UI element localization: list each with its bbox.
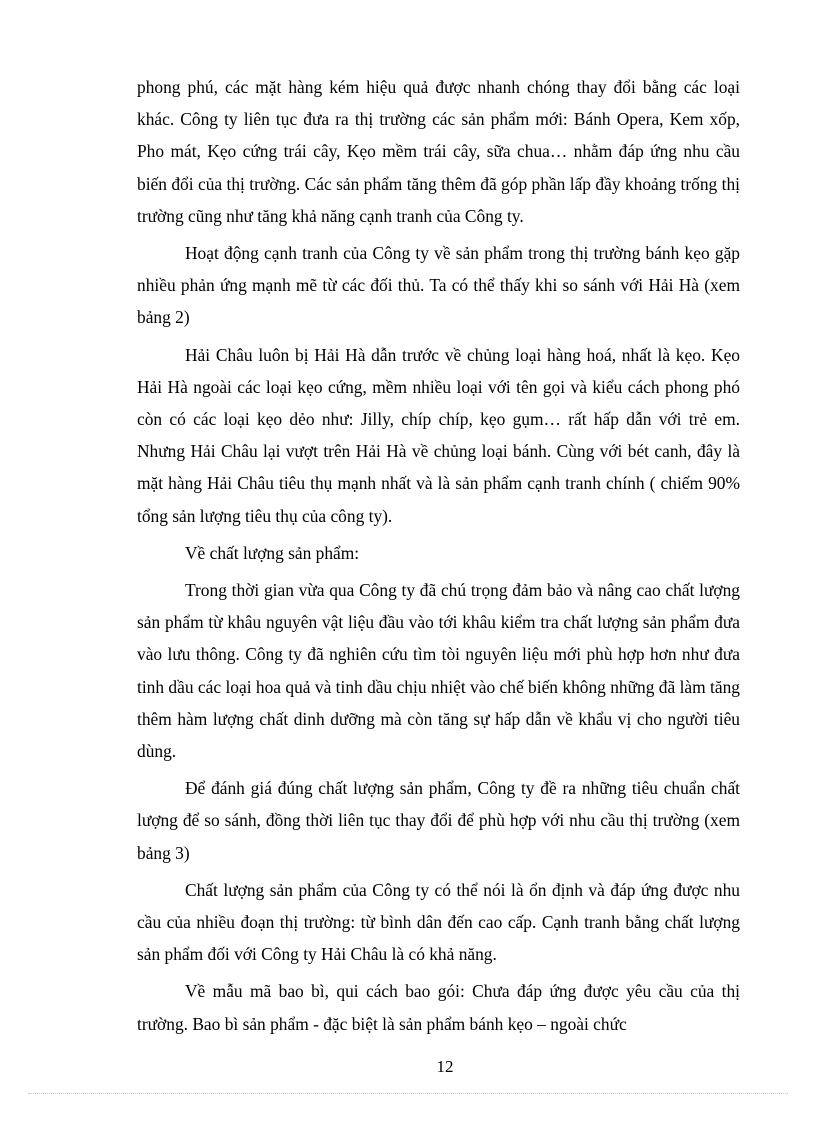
page-bottom-divider: [28, 1093, 788, 1094]
paragraph-product-variety: phong phú, các mặt hàng kém hiệu quả được nhanh chóng thay đổi bằng các loại khác. Công ty liên tục đưa ra thị trường các sản phẩm mới: Bánh Opera, Kem xốp, Pho mát, Kẹo cứng trái cây, Kẹo mềm trái cây, sữa chua… nhằm đáp ứng nhu cầu biến đổi của thị trường. Các sản phẩm tăng thêm đã góp phần lấp đầy khoảng trống thị trường cũng như tăng khả năng cạnh tranh của Công ty.: [137, 77, 740, 226]
paragraph-quality-improvement: Trong thời gian vừa qua Công ty đã chú trọng đảm bảo và nâng cao chất lượng sản phẩm từ khâu nguyên vật liệu đầu vào tới khâu kiểm tra chất lượng sản phẩm đưa vào lưu thông. Công ty đã nghiên cứu tìm tòi nguyên liệu mới phù hợp hơn như đưa tinh dầu các loại hoa quả và tinh dầu chịu nhiệt vào chế biến không những đã làm tăng thêm hàm lượng chất dinh dưỡng mà còn tăng sự hấp dẫn về khẩu vị cho người tiêu dùng.: [137, 580, 740, 762]
paragraph-quality-standards: Để đánh giá đúng chất lượng sản phẩm, Công ty đề ra những tiêu chuẩn chất lượng để so sánh, đồng thời liên tục thay đổi để phù hợp với nhu cầu thị trường (xem bảng 3): [137, 778, 740, 863]
document-body: [137, 71, 740, 1045]
paragraph-hai-chau-vs-hai-ha: Hải Châu luôn bị Hải Hà dẫn trước về chủng loại hàng hoá, nhất là kẹo. Kẹo Hải Hà ngoài các loại kẹo cứng, mềm nhiều loại với tên gọi và kiểu cách phong phó còn có các loại kẹo dẻo như: Jilly, chíp chíp, kẹo gụm… rất hấp dẫn với trẻ em. Nhưng Hải Châu lại vượt trên Hải Hà về chủng loại bánh. Cùng với bét canh, đây là mặt hàng Hải Châu tiêu thụ mạnh nhất và là sản phẩm cạnh tranh chính ( chiếm 90% tổng sản lượng tiêu thụ của công ty).: [137, 344, 740, 526]
paragraph-competition-activity: Hoạt động cạnh tranh của Công ty về sản phẩm trong thị trường bánh kẹo gặp nhiều phản ứng mạnh mẽ từ các đối thủ. Ta có thể thấy khi so sánh với Hải Hà (xem bảng 2): [137, 243, 740, 328]
paragraph-quality-heading: Về chất lượng sản phẩm:: [185, 542, 360, 563]
paragraph-packaging: Về mẫu mã bao bì, qui cách bao gói: Chưa đáp ứng được yêu cầu của thị trường. Bao bì sản phẩm - đặc biệt là sản phẩm bánh kẹo – ngoài chức: [137, 981, 740, 1034]
paragraph-quality-stability: Chất lượng sản phẩm của Công ty có thể nói là ổn định và đáp ứng được nhu cầu của nhiều đoạn thị trường: từ bình dân đến cao cấp. Cạnh tranh bằng chất lượng sản phẩm đối với Công ty Hải Châu là có khả năng.: [137, 879, 740, 965]
page-number: 12: [436, 1057, 454, 1076]
